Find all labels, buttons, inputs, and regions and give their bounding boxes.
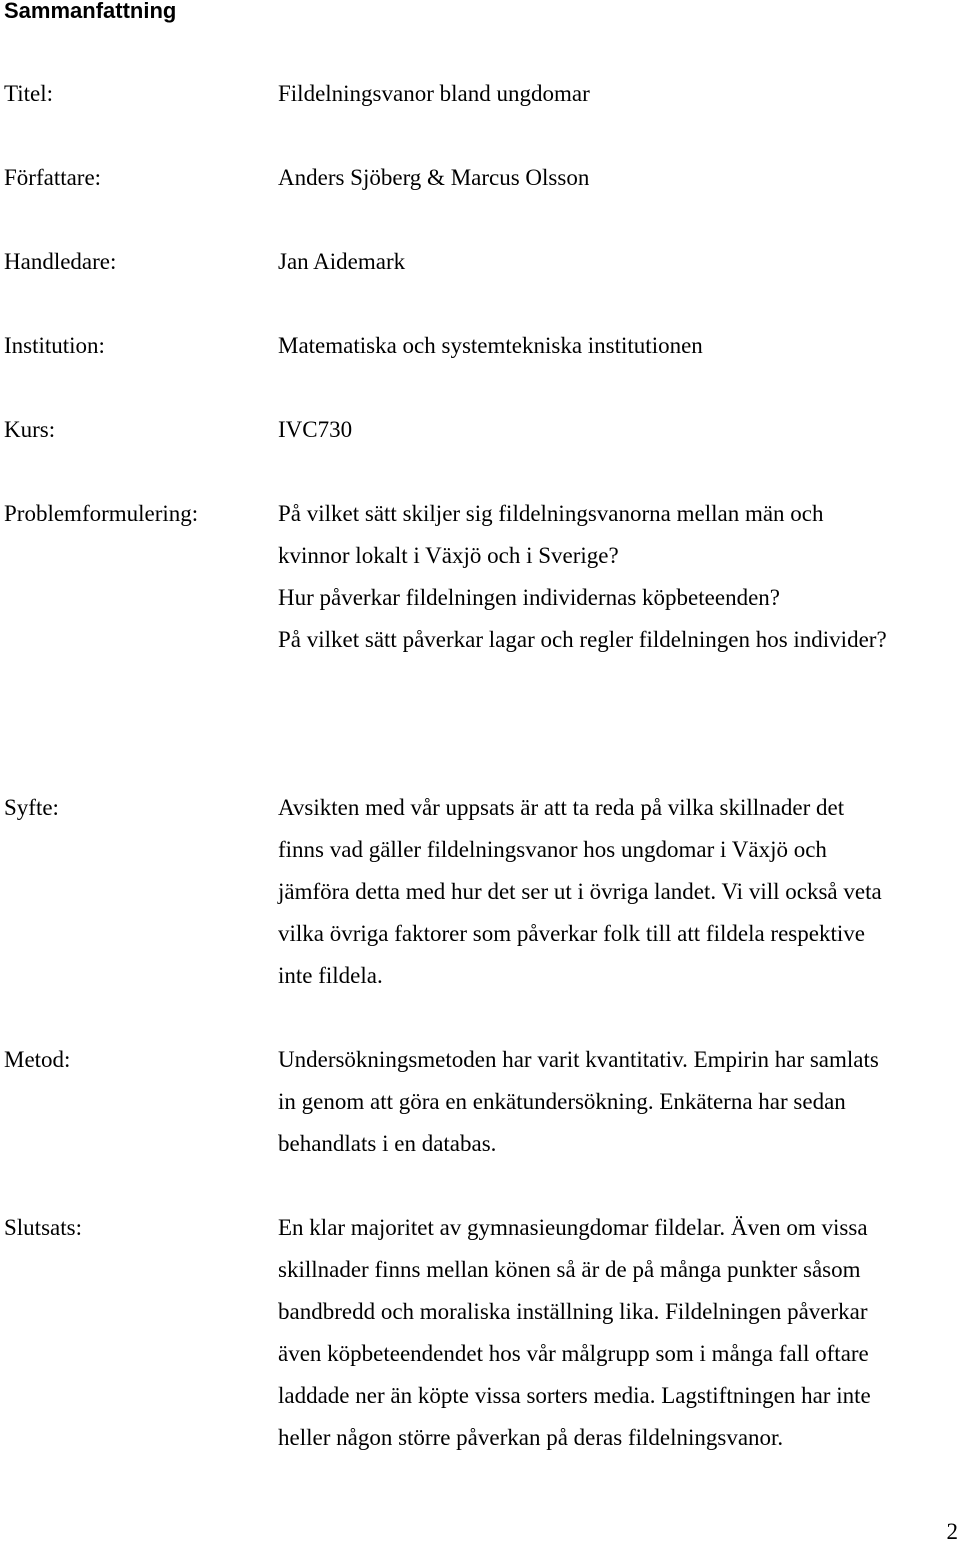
field-line: Undersökningsmetoden har varit kvantitativ. Empirin har samlats: [278, 1047, 879, 1072]
page-number: 2: [946, 1519, 958, 1544]
field-label-problemformulering: Problemformulering:: [4, 501, 199, 526]
field-line: behandlats i en databas.: [278, 1131, 497, 1156]
field-label-titel: Titel:: [4, 81, 54, 106]
field-line: IVC730: [278, 417, 353, 442]
field-line: vilka övriga faktorer som påverkar folk till att fildela respektive: [278, 921, 865, 946]
field-value-institution: [278, 325, 954, 367]
field-value-handledare: [278, 241, 954, 283]
field-line: Matematiska och systemtekniska institutionen: [278, 333, 703, 358]
field-line: Fildelningsvanor bland ungdomar: [278, 81, 590, 106]
field-line: finns vad gäller fildelningsvanor hos ungdomar i Växjö och: [278, 837, 827, 862]
field-line: heller någon större påverkan på deras fildelningsvanor.: [278, 1425, 784, 1450]
field-line: Hur påverkar fildelningen individernas köpbeteenden?: [278, 585, 780, 610]
field-label-forfattare: Författare:: [4, 165, 102, 190]
field-line: På vilket sätt påverkar lagar och regler fildelningen hos individer?: [278, 627, 887, 652]
field-value-forfattare: [278, 157, 954, 199]
field-value-kurs: [278, 409, 954, 451]
field-line: Anders Sjöberg & Marcus Olsson: [278, 165, 590, 190]
field-line: På vilket sätt skiljer sig fildelningsvanorna mellan män och: [278, 501, 824, 526]
field-value-titel: [278, 73, 954, 115]
field-label-handledare: Handledare:: [4, 249, 117, 274]
field-line: bandbredd och moraliska inställning lika. Fildelningen påverkar: [278, 1299, 868, 1324]
field-label-slutsats: Slutsats:: [4, 1215, 82, 1240]
field-line: laddade ner än köpte vissa sorters media. Lagstiftningen har inte: [278, 1383, 871, 1408]
field-value-syfte: [278, 787, 954, 997]
field-line: En klar majoritet av gymnasieungdomar fildelar. Även om vissa: [278, 1215, 868, 1240]
field-line: även köpbeteendendet hos vår målgrupp som i många fall oftare: [278, 1341, 869, 1366]
field-line: jämföra detta med hur det ser ut i övriga landet. Vi vill också veta: [278, 879, 882, 904]
field-label-syfte: Syfte:: [4, 795, 59, 820]
field-label-kurs: Kurs:: [4, 417, 56, 442]
field-line: skillnader finns mellan könen så är de på många punkter såsom: [278, 1257, 861, 1282]
field-value-metod: [278, 1039, 954, 1165]
field-line: inte fildela.: [278, 963, 383, 988]
field-label-institution: Institution:: [4, 333, 105, 358]
field-label-metod: Metod:: [4, 1047, 71, 1072]
field-line: Jan Aidemark: [278, 249, 406, 274]
field-line: kvinnor lokalt i Växjö och i Sverige?: [278, 543, 619, 568]
field-line: in genom att göra en enkätundersökning. Enkäterna har sedan: [278, 1089, 846, 1114]
field-value-problemformulering: [278, 493, 954, 661]
field-value-slutsats: [278, 1207, 954, 1459]
page-title: Sammanfattning: [4, 0, 177, 23]
field-line: Avsikten med vår uppsats är att ta reda på vilka skillnader det: [278, 795, 845, 820]
